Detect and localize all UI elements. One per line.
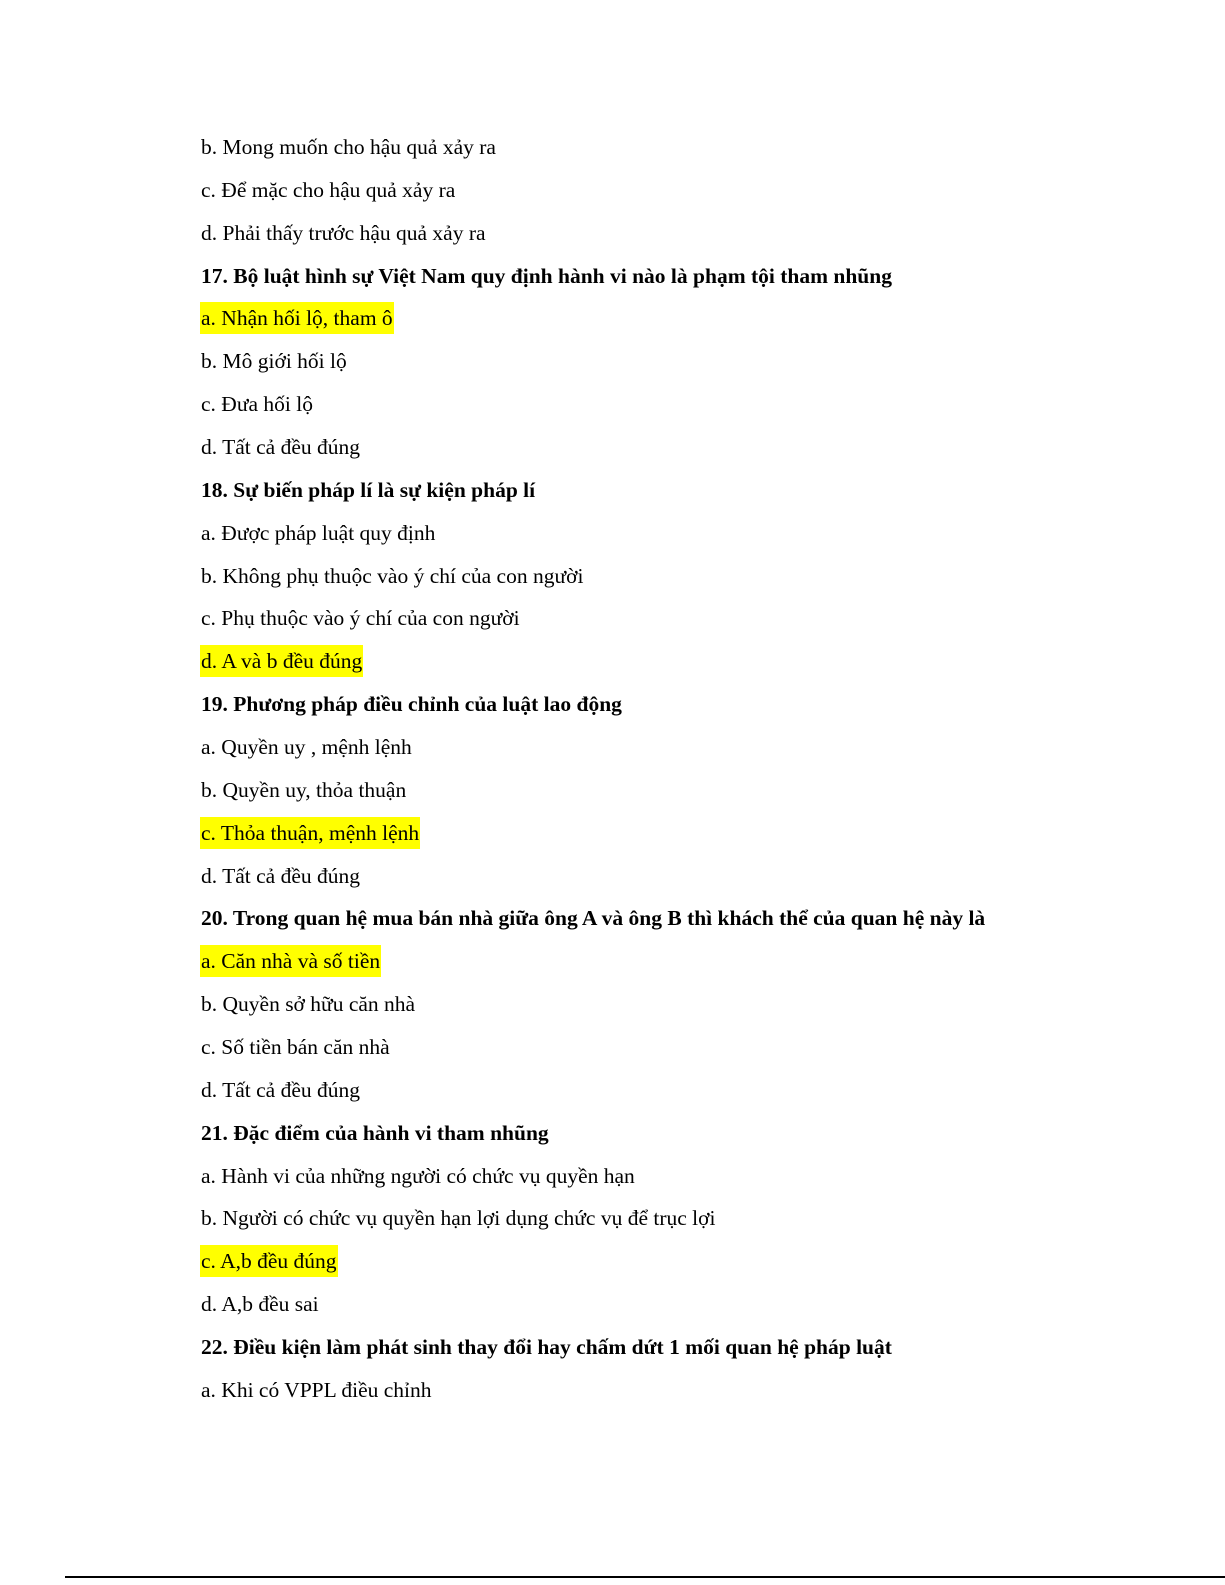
option-text: a. Hành vi của những người có chức vụ quyền hạn bbox=[201, 1163, 635, 1188]
option-text: c. Để mặc cho hậu quả xảy ra bbox=[201, 177, 456, 202]
option-text: b. Mong muốn cho hậu quả xảy ra bbox=[201, 135, 496, 159]
answer-option bbox=[200, 1160, 1140, 1203]
question-text: 17. Bộ luật hình sự Việt Nam quy định hành vi nào là phạm tội tham nhũng bbox=[201, 263, 892, 288]
answer-option bbox=[200, 174, 1140, 217]
option-text: b. Quyền uy, thỏa thuận bbox=[201, 777, 407, 802]
option-text: c. Đưa hối lộ bbox=[201, 392, 313, 417]
answer-option bbox=[200, 1374, 1140, 1417]
answer-option bbox=[200, 131, 1140, 174]
answer-option bbox=[200, 860, 1140, 903]
question-heading bbox=[200, 474, 1140, 517]
option-text: d. A và b đều đúng bbox=[200, 645, 363, 677]
option-text: c. Số tiền bán căn nhà bbox=[201, 1035, 390, 1060]
option-text: c. Phụ thuộc vào ý chí của con người bbox=[201, 606, 520, 631]
quiz-content bbox=[200, 131, 1140, 1417]
answer-option bbox=[200, 217, 1140, 260]
answer-option bbox=[200, 988, 1140, 1031]
answer-option bbox=[200, 431, 1140, 474]
option-text: c. Thỏa thuận, mệnh lệnh bbox=[200, 817, 420, 849]
option-text: a. Được pháp luật quy định bbox=[201, 520, 436, 545]
option-text: d. Phải thấy trước hậu quả xảy ra bbox=[201, 220, 486, 245]
answer-option bbox=[200, 1031, 1140, 1074]
answer-option bbox=[200, 1202, 1140, 1245]
question-text: 20. Trong quan hệ mua bán nhà giữa ông A và ông B thì khách thể của quan hệ này là bbox=[201, 906, 986, 931]
answer-option bbox=[200, 731, 1140, 774]
answer-option bbox=[200, 517, 1140, 560]
question-text: 21. Đặc điểm của hành vi tham nhũng bbox=[201, 1120, 549, 1145]
question-text: 19. Phương pháp điều chỉnh của luật lao động bbox=[201, 692, 622, 717]
option-text: b. Quyền sở hữu căn nhà bbox=[201, 992, 416, 1017]
answer-option bbox=[200, 1288, 1140, 1331]
answer-option bbox=[200, 774, 1140, 817]
question-heading bbox=[200, 1331, 1140, 1374]
question-heading bbox=[200, 688, 1140, 731]
answer-option bbox=[200, 388, 1140, 431]
option-text: b. Mô giới hối lộ bbox=[201, 349, 347, 374]
question-heading bbox=[200, 260, 1140, 303]
answer-option-highlighted bbox=[200, 817, 1140, 860]
option-text: a. Quyền uy , mệnh lệnh bbox=[201, 735, 412, 760]
answer-option bbox=[200, 1074, 1140, 1117]
question-text: 18. Sự biến pháp lí là sự kiện pháp lí bbox=[201, 477, 536, 502]
option-text: d. Tất cả đều đúng bbox=[201, 1077, 361, 1102]
question-heading bbox=[200, 902, 1140, 945]
option-text: d. Tất cả đều đúng bbox=[201, 863, 361, 888]
option-text: d. A,b đều sai bbox=[201, 1292, 319, 1317]
option-text: c. A,b đều đúng bbox=[200, 1245, 338, 1277]
page-bottom-rule bbox=[65, 1576, 1225, 1578]
answer-option bbox=[200, 602, 1140, 645]
question-heading bbox=[200, 1117, 1140, 1160]
answer-option bbox=[200, 345, 1140, 388]
answer-option-highlighted bbox=[200, 1245, 1140, 1288]
answer-option-highlighted bbox=[200, 645, 1140, 688]
option-text: a. Nhận hối lộ, tham ô bbox=[200, 302, 394, 334]
option-text: b. Không phụ thuộc vào ý chí của con người bbox=[201, 563, 584, 588]
option-text: a. Khi có VPPL điều chỉnh bbox=[201, 1377, 432, 1402]
question-text: 22. Điều kiện làm phát sinh thay đổi hay chấm dứt 1 mối quan hệ pháp luật bbox=[201, 1335, 892, 1360]
option-text: d. Tất cả đều đúng bbox=[201, 435, 361, 460]
answer-option bbox=[200, 560, 1140, 603]
option-text: a. Căn nhà và số tiền bbox=[200, 945, 381, 977]
option-text: b. Người có chức vụ quyền hạn lợi dụng chức vụ để trục lợi bbox=[201, 1206, 716, 1231]
answer-option-highlighted bbox=[200, 945, 1140, 988]
answer-option-highlighted bbox=[200, 302, 1140, 345]
